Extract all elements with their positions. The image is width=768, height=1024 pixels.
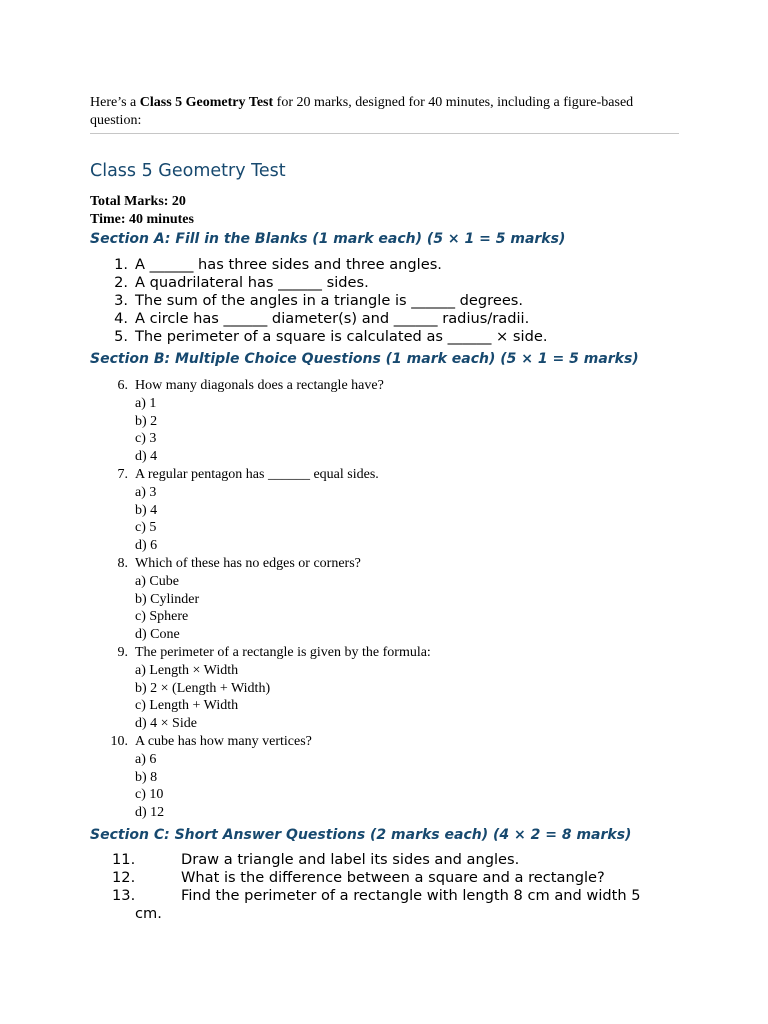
option-d: d) 6 [135, 538, 158, 554]
document-title: Class 5 Geometry Test [90, 161, 286, 181]
option-a: a) 3 [135, 484, 157, 500]
question-text: The perimeter of a rectangle is given by the formula: [135, 644, 431, 660]
question-text: How many diagonals does a rectangle have? [135, 378, 384, 393]
option-a: a) 1 [135, 395, 157, 411]
option-c: c) 3 [135, 431, 157, 447]
option-d: d) 4 [135, 449, 158, 465]
question-text: A cube has how many vertices? [135, 733, 312, 749]
item-number: 5. [114, 328, 128, 345]
intro-paragraph [90, 93, 680, 129]
section-c-heading: Section C: Short Answer Questions (2 marks each) (4 × 2 = 8 marks) [90, 827, 632, 843]
item-number: 7. [117, 466, 128, 482]
list-item [90, 292, 547, 310]
item-text: A quadrilateral has ______ sides. [135, 274, 369, 291]
option-c: c) 10 [135, 787, 164, 803]
option-b: b) 2 [135, 413, 158, 429]
option-d: d) 12 [135, 805, 165, 821]
horizontal-divider [90, 133, 679, 134]
document-page [90, 93, 680, 922]
intro-bold-title: Class 5 Geometry Test [139, 95, 274, 110]
option-b: b) 4 [135, 502, 158, 518]
item-text: A ______ has three sides and three angles. [135, 256, 442, 273]
option-b: b) 2 × (Length + Width) [135, 680, 271, 696]
list-item [90, 644, 431, 733]
total-marks: Total Marks: 20 [90, 194, 186, 209]
list-item [90, 851, 665, 869]
option-d: d) 4 × Side [135, 716, 197, 732]
list-item [90, 555, 431, 644]
list-item [90, 869, 665, 887]
item-text: Find the perimeter of a rectangle with length 8 cm and width 5 [181, 887, 641, 904]
list-item [90, 887, 665, 923]
option-a: a) Cube [135, 573, 179, 589]
item-number: 3. [114, 292, 128, 309]
list-item [90, 256, 547, 274]
option-a: a) Length × Width [135, 662, 239, 678]
list-item [90, 328, 547, 346]
item-number: 12. [112, 869, 136, 886]
option-c: c) 5 [135, 520, 157, 536]
item-text-wrap: cm. [135, 905, 162, 922]
item-number: 8. [117, 555, 128, 571]
item-text: Draw a triangle and label its sides and angles. [181, 851, 520, 868]
intro-suffix: for 20 marks, designed for 40 minutes, including a figure-based question: [90, 95, 634, 128]
intro-prefix: Here’s a [90, 95, 140, 110]
section-b-list [90, 377, 431, 822]
item-number: 10. [110, 733, 128, 749]
option-b: b) Cylinder [135, 591, 200, 607]
item-text: A circle has ______ diameter(s) and ______ radius/radii. [135, 310, 530, 327]
option-a: a) 6 [135, 751, 157, 767]
section-a-list [90, 256, 547, 346]
section-c-list [90, 851, 665, 923]
item-text: The perimeter of a square is calculated as ______ × side. [135, 328, 548, 345]
item-number: 1. [114, 256, 128, 273]
time-limit: Time: 40 minutes [90, 212, 194, 227]
question-text: A regular pentagon has ______ equal sides. [135, 466, 379, 482]
item-text: What is the difference between a square and a rectangle? [181, 869, 605, 886]
item-text: The sum of the angles in a triangle is ______ degrees. [135, 292, 524, 309]
test-meta [90, 193, 194, 229]
list-item [90, 310, 547, 328]
list-item [90, 466, 431, 555]
section-b-heading: Section B: Multiple Choice Questions (1 mark each) (5 × 1 = 5 marks) [90, 351, 639, 367]
question-text: Which of these has no edges or corners? [135, 555, 361, 571]
item-number: 9. [117, 644, 128, 660]
section-a-heading: Section A: Fill in the Blanks (1 mark each) (5 × 1 = 5 marks) [90, 231, 566, 247]
item-number: 6. [117, 378, 128, 393]
item-number: 11. [112, 851, 136, 868]
item-number: 2. [114, 274, 128, 291]
item-number: 4. [114, 310, 128, 327]
item-number: 13. [112, 887, 136, 904]
option-c: c) Sphere [135, 609, 189, 625]
list-item [90, 733, 431, 822]
option-d: d) Cone [135, 627, 180, 643]
option-c: c) Length + Width [135, 698, 239, 714]
list-item [90, 274, 547, 292]
list-item [90, 377, 431, 466]
option-b: b) 8 [135, 769, 158, 785]
